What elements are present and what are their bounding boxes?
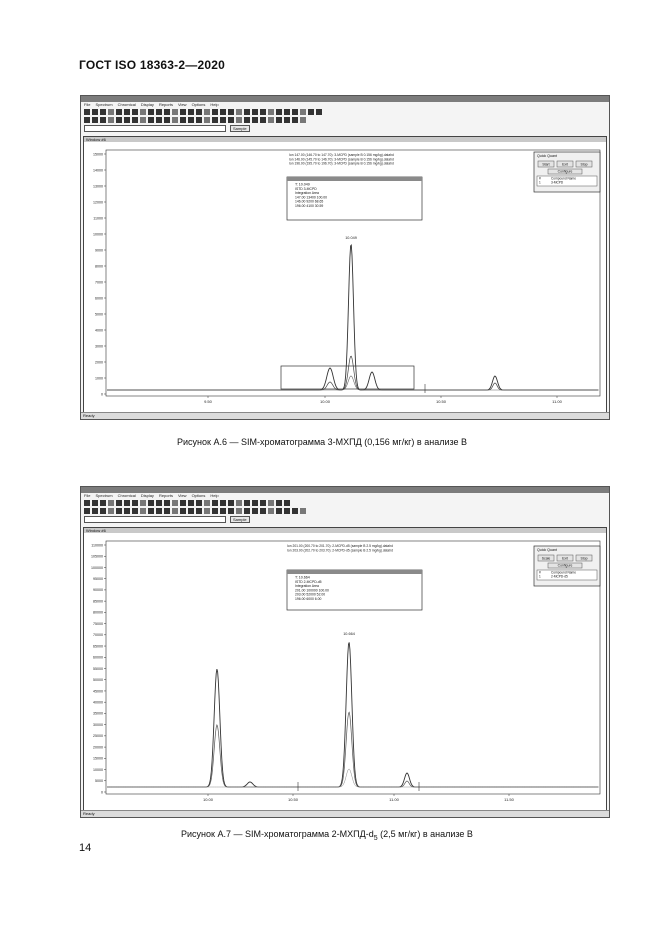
menu-item[interactable]: Spectrum	[95, 102, 113, 107]
quick-quant-button-label: Exit	[562, 556, 568, 561]
toolbar-button-icon[interactable]	[124, 117, 130, 123]
y-tick-label: 11000	[93, 216, 103, 221]
sample-combo[interactable]	[84, 125, 226, 132]
app-toolbar-bottom	[84, 116, 609, 124]
x-tick-label: 11.00	[389, 797, 399, 802]
toolbar-button-icon[interactable]	[236, 117, 242, 123]
sample-button[interactable]: Sample	[230, 125, 250, 132]
y-tick-label: 7000	[95, 280, 103, 285]
toolbar-button-icon[interactable]	[268, 500, 274, 506]
toolbar-button-icon[interactable]	[148, 508, 154, 514]
y-tick-label: 8000	[95, 264, 103, 269]
toolbar-button-icon[interactable]	[172, 508, 178, 514]
toolbar-button-icon[interactable]	[252, 508, 258, 514]
toolbar-button-icon[interactable]	[284, 500, 290, 506]
menu-item[interactable]: File	[84, 102, 91, 107]
toolbar-button-icon[interactable]	[180, 109, 186, 115]
quick-quant-button-label: Exit	[562, 162, 568, 167]
menu-item[interactable]: View	[177, 102, 187, 107]
ion-trace-label: Ion 196.00 (195.70 to 196.70): 3-MCPD (sample B 0.156 mg/kg).datahd	[289, 161, 394, 166]
compound-list-cell: 1	[539, 180, 541, 185]
toolbar-button-icon[interactable]	[116, 508, 122, 514]
toolbar-button-icon[interactable]	[196, 508, 202, 514]
menu-item[interactable]: Display	[140, 493, 154, 498]
menu-item[interactable]: Reports	[158, 493, 173, 498]
y-tick-label: 45000	[93, 689, 103, 694]
toolbar-button-icon[interactable]	[268, 109, 274, 115]
toolbar-button-icon[interactable]	[308, 109, 314, 115]
menu-item[interactable]: Display	[140, 102, 154, 107]
toolbar-button-icon[interactable]	[132, 117, 138, 123]
menu-item[interactable]: View	[177, 493, 187, 498]
toolbar-button-icon[interactable]	[260, 508, 266, 514]
y-tick-label: 10000	[93, 232, 103, 237]
toolbar-button-icon[interactable]	[228, 508, 234, 514]
toolbar-button-icon[interactable]	[204, 117, 210, 123]
menu-item[interactable]: Spectrum	[95, 493, 113, 498]
compound-list-cell: 1	[539, 574, 541, 579]
toolbar-button-icon[interactable]	[116, 500, 122, 506]
toolbar-button-icon[interactable]	[108, 117, 114, 123]
toolbar-button-icon[interactable]	[252, 500, 258, 506]
y-tick-label: 80000	[93, 610, 103, 615]
toolbar-button-icon[interactable]	[188, 508, 194, 514]
toolbar-button-icon[interactable]	[236, 508, 242, 514]
quick-quant-button-label: Start	[542, 162, 550, 167]
compound-list-cell: 2-MCPD-d5	[551, 574, 568, 579]
toolbar-button-icon[interactable]	[172, 500, 178, 506]
toolbar-button-icon[interactable]	[92, 109, 98, 115]
toolbar-button-icon[interactable]	[220, 508, 226, 514]
integration-popup-row: 196.00 4100 30.59	[295, 203, 324, 208]
toolbar-button-icon[interactable]	[100, 500, 106, 506]
toolbar-button-icon[interactable]	[244, 500, 250, 506]
sample-button[interactable]: Sample	[230, 516, 250, 523]
quick-quant-title: Quick Quant	[537, 548, 557, 552]
toolbar-button-icon[interactable]	[284, 508, 290, 514]
integration-popup-row: 201.00 100000 100.00	[295, 588, 329, 593]
integration-popup-row: ISTD 3-MCPD	[295, 187, 317, 191]
menu-item[interactable]: Options	[191, 102, 206, 107]
toolbar-button-icon[interactable]	[252, 109, 258, 115]
peak-label: 10.049	[345, 236, 357, 240]
peak-label: 10.664	[343, 632, 355, 636]
toolbar-button-icon[interactable]	[244, 109, 250, 115]
y-tick-label: 14000	[93, 168, 103, 173]
status-bar: Ready	[81, 810, 609, 817]
quick-quant-title: Quick Quant	[537, 154, 557, 158]
quick-quant-button-label: Stop	[580, 162, 588, 167]
integration-popup-row: Integration Area	[295, 191, 319, 196]
toolbar-button-icon[interactable]	[140, 508, 146, 514]
toolbar-button-icon[interactable]	[300, 117, 306, 123]
toolbar-button-icon[interactable]	[116, 117, 122, 123]
toolbar-button-icon[interactable]	[124, 508, 130, 514]
toolbar-button-icon[interactable]	[244, 508, 250, 514]
toolbar-button-icon[interactable]	[284, 117, 290, 123]
app-toolbar-bottom	[84, 507, 609, 515]
ion-trace-label: Ion 147.00 (146.70 to 147.70): 3-MCPD (sample B 0.156 mg/kg).datahd	[289, 153, 394, 157]
menu-item[interactable]: Help	[210, 102, 219, 107]
toolbar-button-icon[interactable]	[204, 500, 210, 506]
toolbar-button-icon[interactable]	[196, 117, 202, 123]
sample-row	[81, 515, 609, 523]
toolbar-button-icon[interactable]	[220, 500, 226, 506]
toolbar-button-icon[interactable]	[84, 117, 90, 123]
integration-popup-row: 146.00 9200 68.65	[295, 199, 324, 204]
configure-button-label: Configure	[557, 169, 573, 174]
x-tick-label: 9.50	[204, 399, 212, 404]
toolbar-button-icon[interactable]	[236, 109, 242, 115]
toolbar-button-icon[interactable]	[188, 500, 194, 506]
toolbar-button-icon[interactable]	[300, 109, 306, 115]
y-tick-label: 1000	[95, 376, 103, 381]
y-tick-label: 5000	[95, 779, 103, 784]
menu-item[interactable]: Chromtcal	[117, 493, 136, 498]
compound-list-header: #	[539, 176, 541, 181]
toolbar-button-icon[interactable]	[292, 109, 298, 115]
toolbar-button-icon[interactable]	[212, 109, 218, 115]
y-tick-label: 15000	[93, 152, 103, 157]
toolbar-button-icon[interactable]	[100, 117, 106, 123]
toolbar-button-icon[interactable]	[276, 117, 282, 123]
compound-list-cell: 3-MCPD	[551, 180, 564, 185]
compound-list-header: Compound Name	[551, 176, 576, 181]
chromatogram-window-title: Window #6	[84, 137, 606, 142]
x-tick-label: 10.00	[319, 399, 331, 404]
quick-quant-button-label: Stop	[580, 556, 588, 561]
y-tick-label: 10000	[93, 767, 103, 772]
toolbar-button-icon[interactable]	[172, 109, 178, 115]
y-tick-label: 3000	[95, 344, 103, 349]
toolbar-button-icon[interactable]	[260, 500, 266, 506]
y-tick-label: 0	[101, 790, 103, 795]
toolbar-button-icon[interactable]	[244, 117, 250, 123]
y-tick-label: 70000	[93, 633, 103, 638]
figure1-caption: Рисунок А.6 — SIM-хроматограмма 3-МХПД (0,156 мг/кг) в анализе В	[177, 437, 468, 447]
toolbar-button-icon[interactable]	[212, 117, 218, 123]
toolbar-button-icon[interactable]	[84, 508, 90, 514]
y-tick-label: 35000	[93, 711, 103, 716]
toolbar-button-icon[interactable]	[180, 500, 186, 506]
y-tick-label: 12000	[93, 200, 103, 205]
integration-popup-row: 203.00 52000 52.00	[295, 592, 326, 597]
page-header: ГОСТ ISO 18363-2—2020	[79, 58, 225, 72]
figure2-caption-suffix: (2,5 мг/кг) в анализе В	[377, 829, 473, 839]
toolbar-button-icon[interactable]	[204, 109, 210, 115]
toolbar-button-icon[interactable]	[164, 500, 170, 506]
toolbar-button-icon[interactable]	[92, 117, 98, 123]
figure2-caption	[181, 829, 473, 842]
toolbar-button-icon[interactable]	[132, 109, 138, 115]
integration-popup-header: T: 10.049	[295, 182, 310, 187]
toolbar-button-icon[interactable]	[148, 500, 154, 506]
toolbar-button-icon[interactable]	[236, 500, 242, 506]
toolbar-button-icon[interactable]	[268, 508, 274, 514]
toolbar-button-icon[interactable]	[100, 109, 106, 115]
toolbar-button-icon[interactable]	[156, 109, 162, 115]
toolbar-button-icon[interactable]	[148, 109, 154, 115]
toolbar-button-icon[interactable]	[84, 500, 90, 506]
toolbar-button-icon[interactable]	[204, 508, 210, 514]
integration-popup-row: 147.00 13400 100.00	[295, 195, 328, 200]
x-tick-label: 11.00	[552, 399, 562, 404]
menu-item[interactable]: File	[84, 493, 91, 498]
sample-combo[interactable]	[84, 516, 226, 523]
toolbar-button-icon[interactable]	[228, 117, 234, 123]
integration-popup-titlebar	[287, 570, 422, 574]
toolbar-button-icon[interactable]	[228, 109, 234, 115]
toolbar-button-icon[interactable]	[100, 508, 106, 514]
chromatogram-window-title: Window #6	[84, 528, 606, 533]
toolbar-button-icon[interactable]	[108, 508, 114, 514]
page-number: 14	[79, 842, 92, 854]
toolbar-button-icon[interactable]	[316, 109, 322, 115]
figure2-screenshot	[80, 486, 610, 818]
chromatogram-plot-1	[84, 142, 608, 414]
configure-button-label: Configure	[557, 563, 573, 568]
y-tick-label: 55000	[93, 666, 103, 671]
ion-trace-label: Ion 203.00 (202.70 to 203.70): 2-MCPD-d5 (sample B 2.5 mg/kg).datahd	[287, 548, 393, 553]
toolbar-button-icon[interactable]	[84, 109, 90, 115]
menu-item[interactable]: Chromtcal	[117, 102, 136, 107]
toolbar-button-icon[interactable]	[108, 500, 114, 506]
toolbar-button-icon[interactable]	[252, 117, 258, 123]
toolbar-button-icon[interactable]	[292, 508, 298, 514]
toolbar-button-icon[interactable]	[212, 508, 218, 514]
integration-popup-row: ISTD 2-MCPD-d5	[295, 580, 322, 584]
ion-trace-label: Ion 201.00 (200.70 to 201.70): 2-MCPD-d5 (sample B 2.5 mg/kg).datahd	[287, 544, 393, 548]
toolbar-button-icon[interactable]	[92, 508, 98, 514]
x-tick-label: 10.50	[287, 797, 299, 802]
quick-quant-button-label: Scale	[541, 556, 551, 561]
figure2-caption-prefix: Рисунок А.7 — SIM-хроматограмма 2-МХПД-d	[181, 829, 374, 839]
toolbar-button-icon[interactable]	[124, 500, 130, 506]
toolbar-button-icon[interactable]	[260, 117, 266, 123]
y-tick-label: 13000	[93, 184, 103, 189]
toolbar-button-icon[interactable]	[188, 117, 194, 123]
toolbar-button-icon[interactable]	[268, 117, 274, 123]
toolbar-button-icon[interactable]	[188, 109, 194, 115]
toolbar-button-icon[interactable]	[196, 500, 202, 506]
toolbar-button-icon[interactable]	[172, 117, 178, 123]
toolbar-button-icon[interactable]	[164, 109, 170, 115]
toolbar-button-icon[interactable]	[156, 500, 162, 506]
toolbar-button-icon[interactable]	[284, 109, 290, 115]
toolbar-button-icon[interactable]	[220, 117, 226, 123]
y-tick-label: 50000	[93, 678, 103, 683]
status-bar: Ready	[81, 412, 609, 419]
toolbar-button-icon[interactable]	[276, 508, 282, 514]
x-tick-label: 10.50	[435, 399, 447, 404]
toolbar-button-icon[interactable]	[140, 109, 146, 115]
toolbar-button-icon[interactable]	[124, 109, 130, 115]
x-tick-label: 11.50	[504, 797, 514, 802]
y-tick-label: 25000	[93, 734, 103, 739]
menu-item[interactable]: Help	[210, 493, 219, 498]
toolbar-button-icon[interactable]	[132, 508, 138, 514]
toolbar-button-icon[interactable]	[292, 117, 298, 123]
chromatogram-window-1	[83, 136, 607, 413]
compound-list-header: #	[539, 570, 541, 575]
toolbar-button-icon[interactable]	[220, 109, 226, 115]
toolbar-button-icon[interactable]	[196, 109, 202, 115]
compound-list-header: Compound Name	[551, 570, 576, 575]
app-toolbar-top	[84, 108, 609, 116]
y-tick-label: 20000	[93, 745, 103, 750]
y-tick-label: 9000	[95, 248, 103, 253]
toolbar-button-icon[interactable]	[180, 117, 186, 123]
toolbar-button-icon[interactable]	[116, 109, 122, 115]
toolbar-button-icon[interactable]	[156, 117, 162, 123]
toolbar-button-icon[interactable]	[92, 500, 98, 506]
toolbar-button-icon[interactable]	[164, 508, 170, 514]
toolbar-button-icon[interactable]	[228, 500, 234, 506]
toolbar-button-icon[interactable]	[156, 508, 162, 514]
integration-popup-row: 196.00 6000 6.00	[295, 596, 322, 601]
figure2-caption-subscript: 5	[373, 834, 378, 842]
y-tick-label: 40000	[93, 700, 103, 705]
toolbar-button-icon[interactable]	[164, 117, 170, 123]
toolbar-button-icon[interactable]	[140, 500, 146, 506]
toolbar-button-icon[interactable]	[140, 117, 146, 123]
sample-row	[81, 124, 609, 132]
menu-item[interactable]: Reports	[158, 102, 173, 107]
y-tick-label: 105000	[91, 554, 103, 559]
app-toolbar-top	[84, 499, 609, 507]
toolbar-button-icon[interactable]	[260, 109, 266, 115]
ion-trace-label: Ion 146.00 (145.70 to 146.70): 3-MCPD (sample B 0.156 mg/kg).datahd	[289, 157, 394, 162]
toolbar-button-icon[interactable]	[276, 109, 282, 115]
menu-item[interactable]: Options	[191, 493, 206, 498]
y-tick-label: 30000	[93, 722, 103, 727]
toolbar-button-icon[interactable]	[132, 500, 138, 506]
y-tick-label: 5000	[95, 312, 103, 317]
toolbar-button-icon[interactable]	[180, 508, 186, 514]
y-tick-label: 100000	[91, 565, 103, 570]
integration-popup-row: Integration Area	[295, 584, 319, 589]
y-tick-label: 15000	[93, 756, 103, 761]
y-tick-label: 75000	[93, 621, 103, 626]
toolbar-button-icon[interactable]	[300, 508, 306, 514]
integration-popup-header: T: 10.664	[295, 575, 310, 580]
figure1-screenshot	[80, 95, 610, 420]
y-tick-label: 95000	[93, 576, 103, 581]
y-tick-label: 110000	[91, 543, 103, 548]
toolbar-button-icon[interactable]	[108, 109, 114, 115]
y-tick-label: 4000	[95, 328, 103, 333]
toolbar-button-icon[interactable]	[212, 500, 218, 506]
x-tick-label: 10.00	[202, 797, 214, 802]
y-tick-label: 85000	[93, 599, 103, 604]
chromatogram-window-2	[83, 527, 607, 811]
chromatogram-plot-2	[84, 533, 608, 812]
y-tick-label: 90000	[93, 588, 103, 593]
y-tick-label: 2000	[95, 360, 103, 365]
y-tick-label: 0	[101, 392, 103, 397]
y-tick-label: 65000	[93, 644, 103, 649]
y-tick-label: 60000	[93, 655, 103, 660]
toolbar-button-icon[interactable]	[276, 500, 282, 506]
toolbar-button-icon[interactable]	[148, 117, 154, 123]
integration-popup-titlebar	[287, 177, 422, 181]
y-tick-label: 6000	[95, 296, 103, 301]
